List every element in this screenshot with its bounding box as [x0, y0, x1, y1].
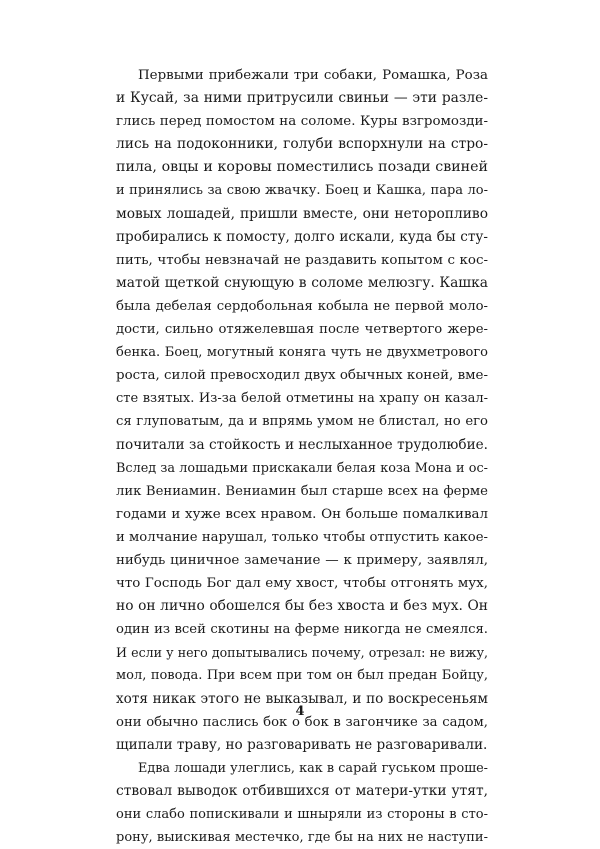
text-line: нибудь циничное замечание — к примеру, заявлял,: [116, 552, 488, 568]
text-line: бенка. Боец, могутный коняга чуть не двухметрового: [116, 345, 488, 361]
text-line: Первыми прибежали три собаки, Ромашка, Роза: [138, 68, 488, 83]
text-line: и Кусай, за ними притрусили свиньи — эти разле-: [116, 90, 488, 107]
text-line: они слабо попискивали и шныряли из стороны в сто-: [116, 807, 488, 822]
text-line: но он лично обошелся бы без хвоста и без мух. Он: [116, 598, 488, 615]
text-line: ся глуповатым, да и впрямь умом не блистал, но его: [116, 414, 488, 430]
text-line: матой щеткой снующую в соломе мелюзгу. Кашка: [116, 274, 488, 291]
text-line: один из всей скотины на ферме никогда не смеялся.: [116, 622, 488, 638]
text-line: пробирались к помосту, долго искали, куда бы сту-: [116, 228, 488, 245]
text-line: мовых лошадей, пришли вместе, они неторопливо: [116, 205, 488, 222]
paragraph-2: [116, 757, 488, 849]
text-line: И если у него допытывались почему, отрезал: не вижу,: [116, 645, 488, 661]
text-line: и принялись за свою жвачку. Боец и Кашка, пара ло-: [116, 183, 488, 199]
text-line: что Господь Бог дал ему хвост, чтобы отгонять мух,: [116, 576, 488, 592]
text-line: рону, выискивая местечко, где бы на них не наступи-: [116, 830, 488, 846]
text-line: лись на подоконники, голуби вспорхнули на стро-: [116, 136, 488, 153]
text-line: пила, овцы и коровы поместились позади свиней: [116, 159, 488, 176]
body-text: [116, 64, 488, 849]
text-line: пить, чтобы невзначай не раздавить копытом с кос-: [116, 252, 488, 268]
text-line: щипали траву, но разговаривать не разговаривали.: [116, 736, 488, 753]
page-number: 4: [295, 704, 305, 719]
text-line: они обычно паслись бок о бок в загончике за садом,: [116, 714, 488, 730]
text-line: сте взятых. Из-за белой отметины на храпу он казал-: [116, 391, 488, 407]
text-line: глись перед помостом на соломе. Куры взгромозди-: [116, 114, 488, 130]
text-line: мол, повода. При всем при том он был предан Бойцу,: [116, 668, 488, 684]
text-line: ствовал выводок отбившихся от матери-утки утят,: [116, 782, 488, 799]
paragraph-1: [116, 64, 488, 757]
text-line: почитали за стойкость и неслыханное трудолюбие.: [116, 436, 488, 453]
text-line: роста, силой превосходил двух обычных коней, вме-: [116, 368, 488, 384]
text-line: дости, сильно отяжелевшая после четвертого жере-: [116, 322, 488, 338]
text-line: Вслед за лошадьми прискакали белая коза Мона и ос-: [116, 460, 488, 476]
text-line: хотя никак этого не выказывал, и по воскресеньям: [116, 690, 488, 707]
text-line: Едва лошади улеглись, как в сарай гуськом проше-: [138, 760, 488, 776]
text-line: была дебелая сердобольная кобыла не первой моло-: [116, 298, 488, 314]
text-line: годами и хуже всех нравом. Он больше помалкивал: [116, 506, 488, 522]
text-line: и молчание нарушал, только чтобы отпустить какое-: [116, 529, 488, 545]
text-line: лик Вениамин. Вениамин был старше всех на ферме: [116, 483, 488, 499]
